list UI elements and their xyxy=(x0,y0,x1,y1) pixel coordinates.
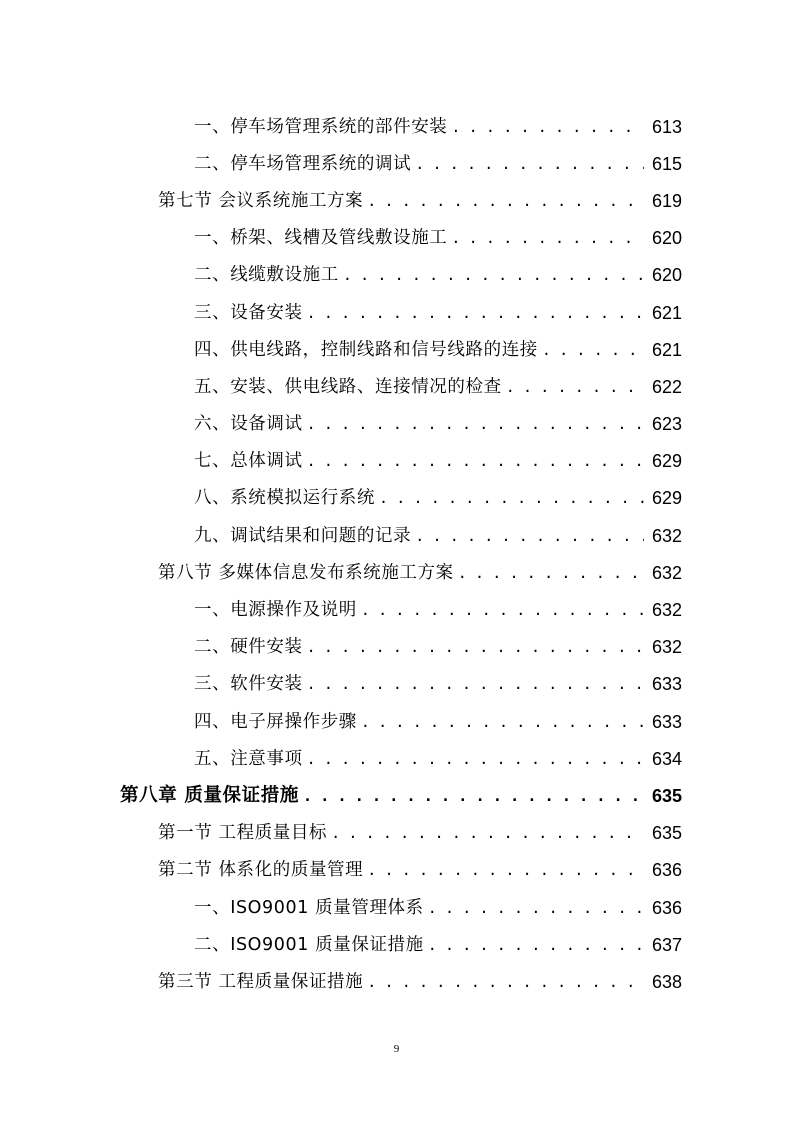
toc-entry-title: 七、总体调试 xyxy=(194,451,303,472)
toc-entry-page-number: 613 xyxy=(651,116,682,137)
toc-entry-title: 一、ISO9001 质量管理体系 xyxy=(194,897,424,918)
toc-entry-page-number: 632 xyxy=(651,562,682,583)
toc-subsection-entry[interactable] xyxy=(0,145,793,182)
toc-section-entry[interactable] xyxy=(0,963,793,1000)
toc-entry-title: 第八节 多媒体信息发布系统施工方案 xyxy=(158,562,454,583)
toc-entry-page-number: 629 xyxy=(651,451,682,472)
toc-dot-leader xyxy=(303,748,644,770)
toc-entry-title: 五、安装、供电线路、连接情况的检查 xyxy=(194,376,502,397)
toc-entry-page-number: 632 xyxy=(651,600,682,621)
toc-entry-title: 二、ISO9001 质量保证措施 xyxy=(194,934,424,955)
toc-entry-title: 一、停车场管理系统的部件安装 xyxy=(194,116,448,137)
toc-entry-page-number: 633 xyxy=(651,674,682,695)
toc-dot-leader xyxy=(327,822,644,844)
toc-dot-leader xyxy=(502,376,644,398)
toc-dot-leader xyxy=(424,934,644,956)
toc-subsection-entry[interactable] xyxy=(0,480,793,517)
toc-dot-leader xyxy=(447,116,644,138)
toc-entry-page-number: 635 xyxy=(651,823,682,844)
toc-dot-leader xyxy=(357,599,644,621)
toc-subsection-entry[interactable] xyxy=(0,406,793,443)
toc-entry-page-number: 638 xyxy=(651,971,682,992)
toc-dot-leader xyxy=(411,153,644,175)
toc-subsection-entry[interactable] xyxy=(0,294,793,331)
toc-subsection-entry[interactable] xyxy=(0,926,793,963)
toc-entry-page-number: 637 xyxy=(651,934,682,955)
toc-entry-title: 三、设备安装 xyxy=(194,302,303,323)
toc-entry-title: 第一节 工程质量目标 xyxy=(158,823,328,844)
toc-subsection-entry[interactable] xyxy=(0,591,793,628)
toc-entry-page-number: 621 xyxy=(651,302,682,323)
toc-section-entry[interactable] xyxy=(0,554,793,591)
table-of-contents xyxy=(0,108,793,1001)
toc-dot-leader xyxy=(538,339,644,361)
toc-dot-leader xyxy=(303,302,644,324)
toc-subsection-entry[interactable] xyxy=(0,629,793,666)
toc-subsection-entry[interactable] xyxy=(0,740,793,777)
toc-dot-leader xyxy=(303,673,644,695)
toc-entry-page-number: 633 xyxy=(651,711,682,732)
toc-subsection-entry[interactable] xyxy=(0,108,793,145)
toc-entry-title: 第三节 工程质量保证措施 xyxy=(158,971,364,992)
toc-dot-leader xyxy=(339,264,644,286)
toc-entry-title: 一、电源操作及说明 xyxy=(194,600,357,621)
toc-entry-title: 第二节 体系化的质量管理 xyxy=(158,860,364,881)
toc-entry-title: 二、硬件安装 xyxy=(194,637,303,658)
toc-dot-leader xyxy=(303,413,644,435)
toc-subsection-entry[interactable] xyxy=(0,666,793,703)
toc-entry-title: 第七节 会议系统施工方案 xyxy=(158,190,364,211)
toc-subsection-entry[interactable] xyxy=(0,703,793,740)
toc-entry-title: 九、调试结果和问题的记录 xyxy=(194,525,412,546)
toc-dot-leader xyxy=(424,897,644,919)
toc-subsection-entry[interactable] xyxy=(0,331,793,368)
toc-entry-page-number: 629 xyxy=(651,488,682,509)
toc-subsection-entry[interactable] xyxy=(0,443,793,480)
toc-subsection-entry[interactable] xyxy=(0,257,793,294)
toc-entry-page-number: 620 xyxy=(651,228,682,249)
toc-subsection-entry[interactable] xyxy=(0,517,793,554)
toc-entry-title: 三、软件安装 xyxy=(194,674,303,695)
toc-dot-leader xyxy=(303,636,644,658)
toc-section-entry[interactable] xyxy=(0,852,793,889)
page-number: 9 xyxy=(393,1043,400,1055)
toc-entry-page-number: 636 xyxy=(651,897,682,918)
toc-entry-title: 八、系统模拟运行系统 xyxy=(194,488,375,509)
toc-dot-leader xyxy=(411,525,644,547)
toc-entry-page-number: 636 xyxy=(651,860,682,881)
toc-entry-title: 六、设备调试 xyxy=(194,414,303,435)
toc-dot-leader xyxy=(454,562,644,584)
toc-entry-page-number: 615 xyxy=(651,153,682,174)
toc-entry-page-number: 634 xyxy=(651,748,682,769)
toc-subsection-entry[interactable] xyxy=(0,889,793,926)
toc-entry-page-number: 635 xyxy=(651,785,682,806)
toc-entry-page-number: 632 xyxy=(651,637,682,658)
toc-section-entry[interactable] xyxy=(0,815,793,852)
toc-dot-leader xyxy=(357,711,644,733)
toc-entry-title: 一、桥架、线槽及管线敷设施工 xyxy=(194,228,448,249)
toc-dot-leader xyxy=(299,785,644,807)
toc-entry-title: 四、电子屏操作步骤 xyxy=(194,711,357,732)
toc-entry-title: 第八章 质量保证措施 xyxy=(120,784,299,806)
toc-entry-page-number: 623 xyxy=(651,414,682,435)
toc-entry-title: 五、注意事项 xyxy=(194,748,303,769)
toc-dot-leader xyxy=(375,487,644,509)
toc-chapter-entry[interactable] xyxy=(0,777,793,814)
toc-entry-title: 四、供电线路，控制线路和信号线路的连接 xyxy=(194,339,538,360)
toc-entry-page-number: 621 xyxy=(651,339,682,360)
toc-dot-leader xyxy=(363,971,644,993)
toc-entry-page-number: 619 xyxy=(651,190,682,211)
toc-entry-page-number: 622 xyxy=(651,376,682,397)
toc-section-entry[interactable] xyxy=(0,182,793,219)
toc-dot-leader xyxy=(303,450,644,472)
toc-dot-leader xyxy=(363,859,644,881)
toc-dot-leader xyxy=(363,190,644,212)
toc-entry-title: 二、停车场管理系统的调试 xyxy=(194,153,412,174)
toc-entry-page-number: 632 xyxy=(651,525,682,546)
toc-entry-page-number: 620 xyxy=(651,265,682,286)
toc-entry-title: 二、线缆敷设施工 xyxy=(194,265,339,286)
toc-dot-leader xyxy=(447,227,644,249)
toc-subsection-entry[interactable] xyxy=(0,220,793,257)
toc-subsection-entry[interactable] xyxy=(0,368,793,405)
